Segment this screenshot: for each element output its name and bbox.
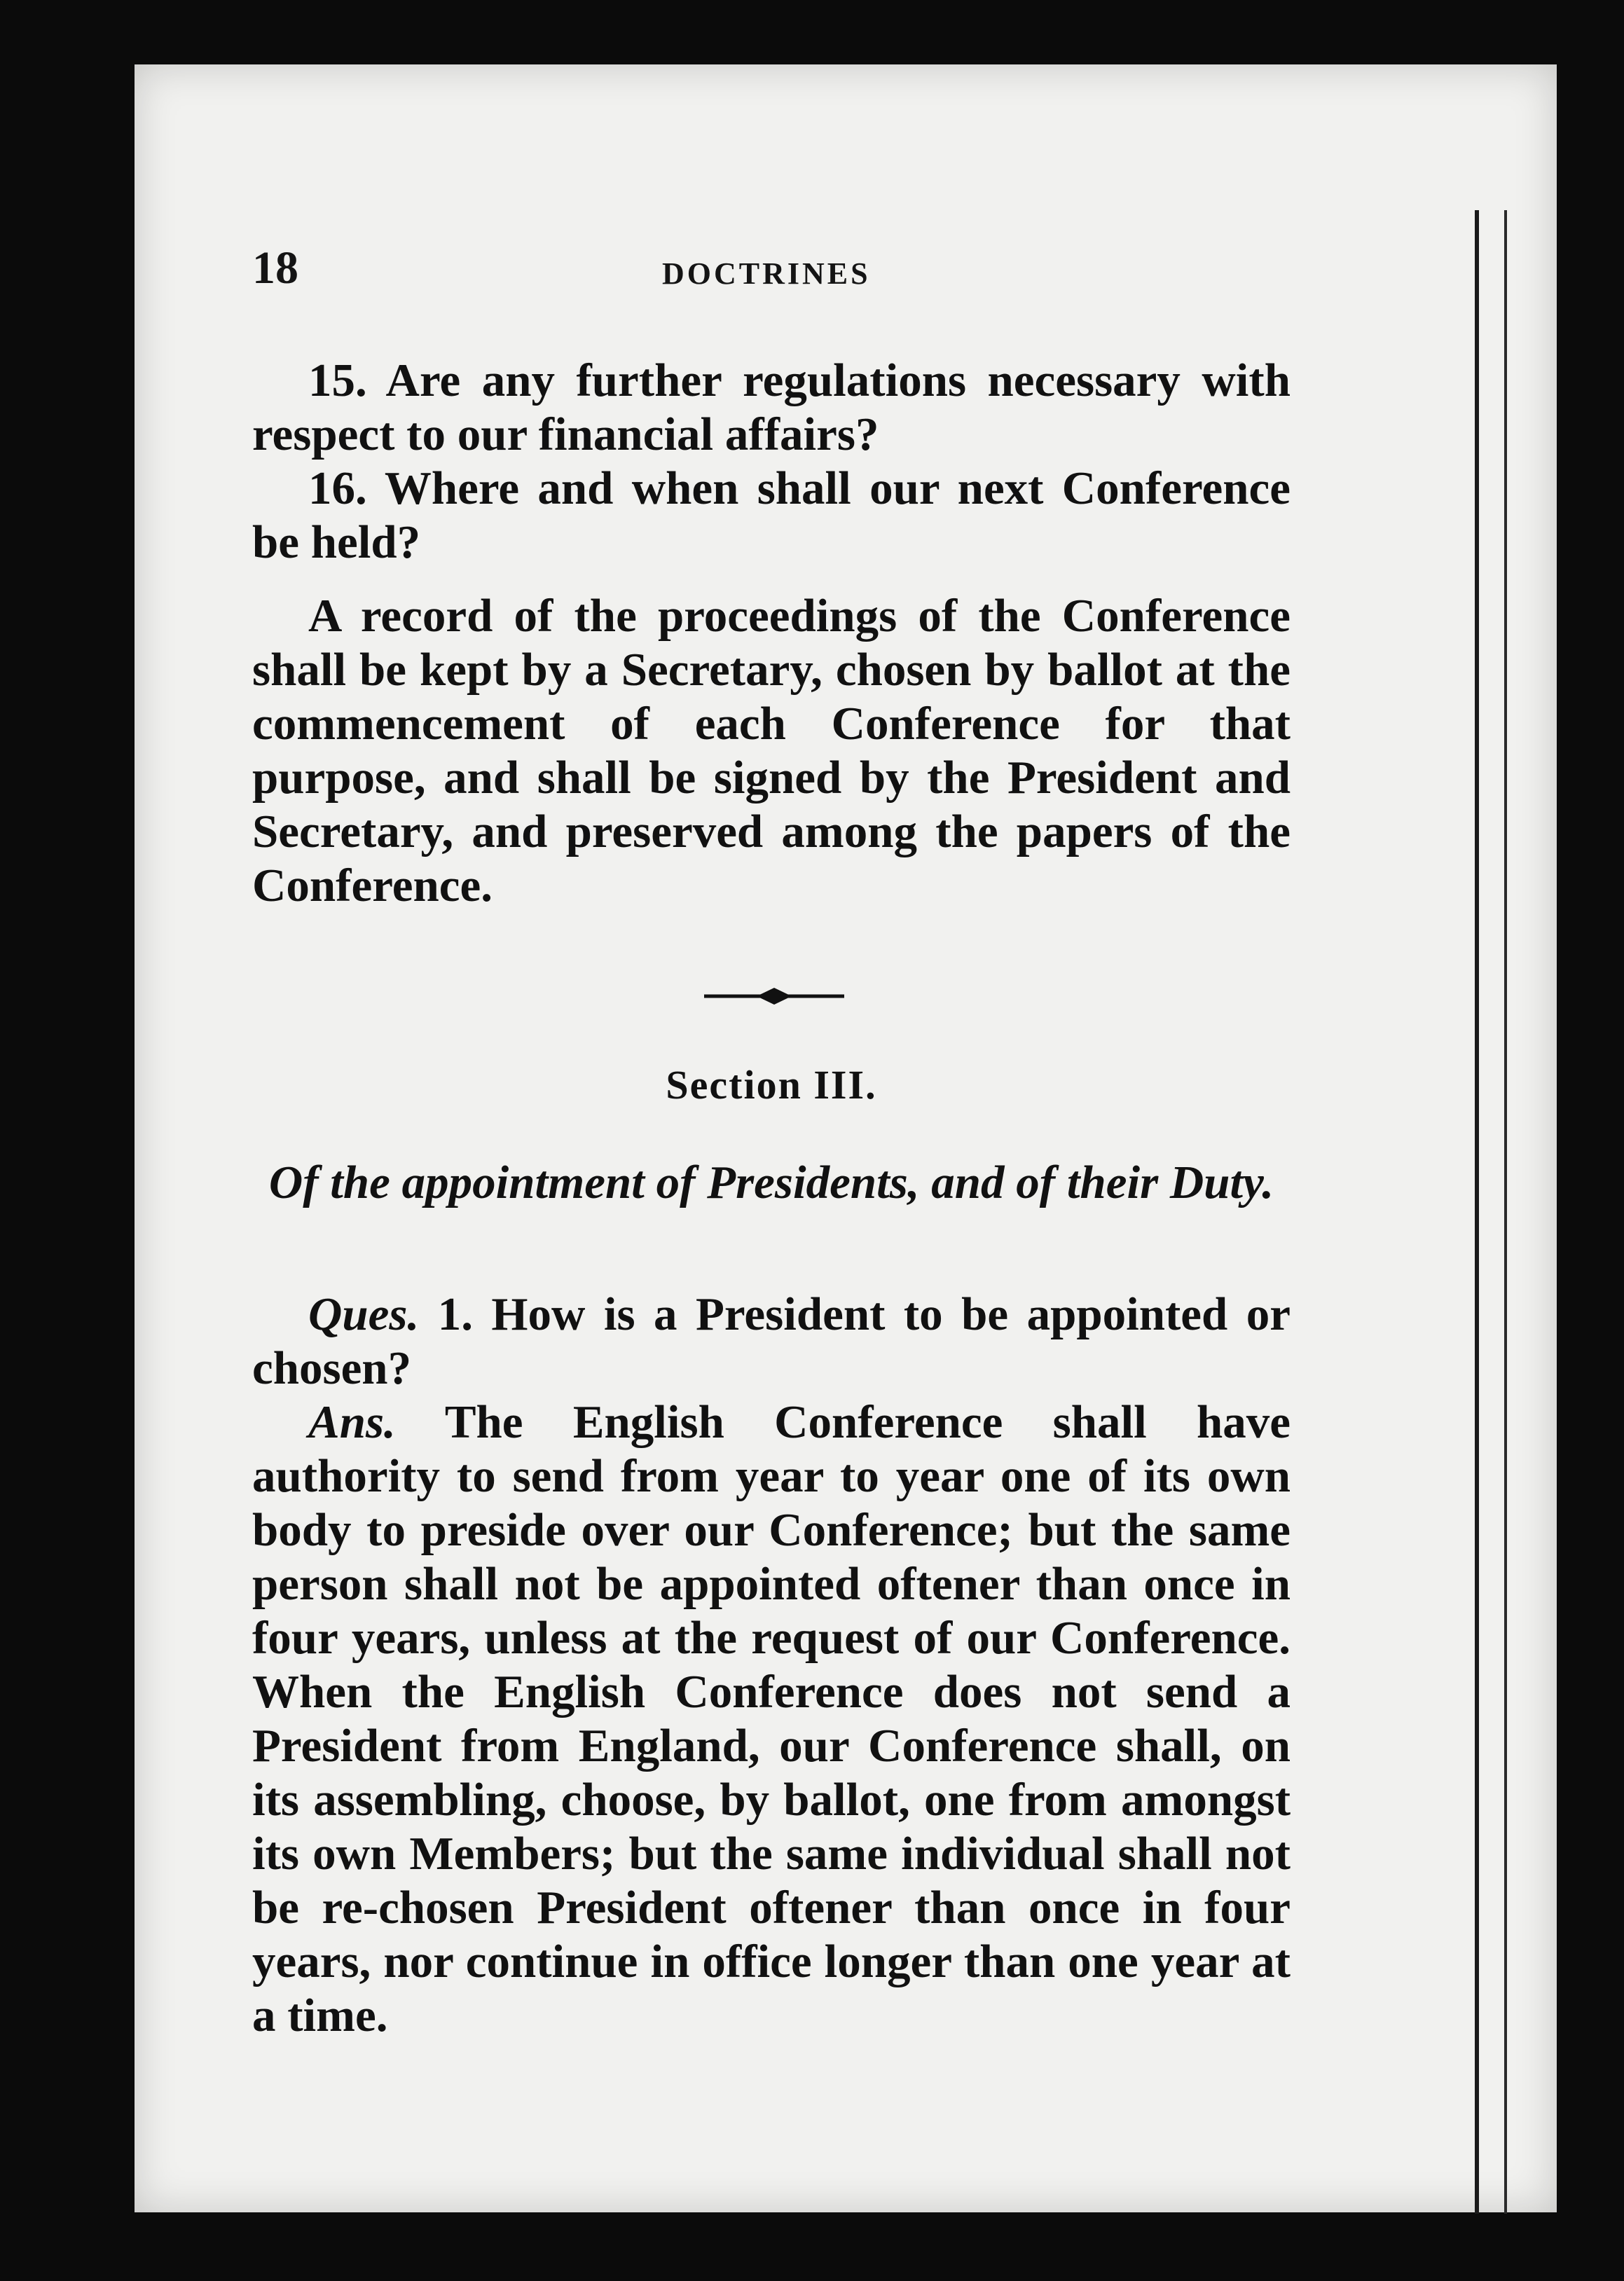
- answer-lead: Ans.: [308, 1396, 396, 1448]
- page-number: 18: [252, 242, 298, 294]
- paragraph-16: 16. Where and when shall our next Conference be held?: [252, 462, 1291, 568]
- question-answer-block: [252, 1288, 1291, 2043]
- section-subtitle: Of the appointment of Presidents, and of their Duty.: [268, 1157, 1274, 1208]
- question-lead: Ques.: [308, 1288, 420, 1340]
- section-title: Section III.: [666, 1062, 877, 1108]
- answer-text: The English Conference shall have authority to send from year to year one of its own body to preside over our Conference; but the same person shall not be appointed oftener than once in four years, unless at the request of our Conference. When the English Conference does not send a President from England, our Conference shall, on its assembling, choose, by ballot, one from amongst its own Members; but the same individual shall not be re-chosen President oftener than once in four years, nor continue in office longer than one year at a time.: [252, 1396, 1291, 2041]
- page-edge: [1475, 210, 1507, 2214]
- question: [252, 1288, 1291, 1396]
- running-head: DOCTRINES: [662, 256, 871, 291]
- text-block-top: [252, 354, 1291, 913]
- paragraph-record: A record of the proceedings of the Conference shall be kept by a Secretary, chosen by ballot at the commencement of each Conference for that purpose, and shall be signed by the President and Secretary, and preserved among the papers of the Conference.: [252, 590, 1291, 911]
- answer: [252, 1396, 1291, 2043]
- page-header: [252, 242, 1289, 294]
- divider-ornament-icon: [704, 982, 844, 1010]
- question-text: 1. How is a President to be appointed or chosen?: [252, 1288, 1291, 1394]
- paragraph-15: 15. Are any further regulations necessary with respect to our financial affairs?: [252, 354, 1291, 460]
